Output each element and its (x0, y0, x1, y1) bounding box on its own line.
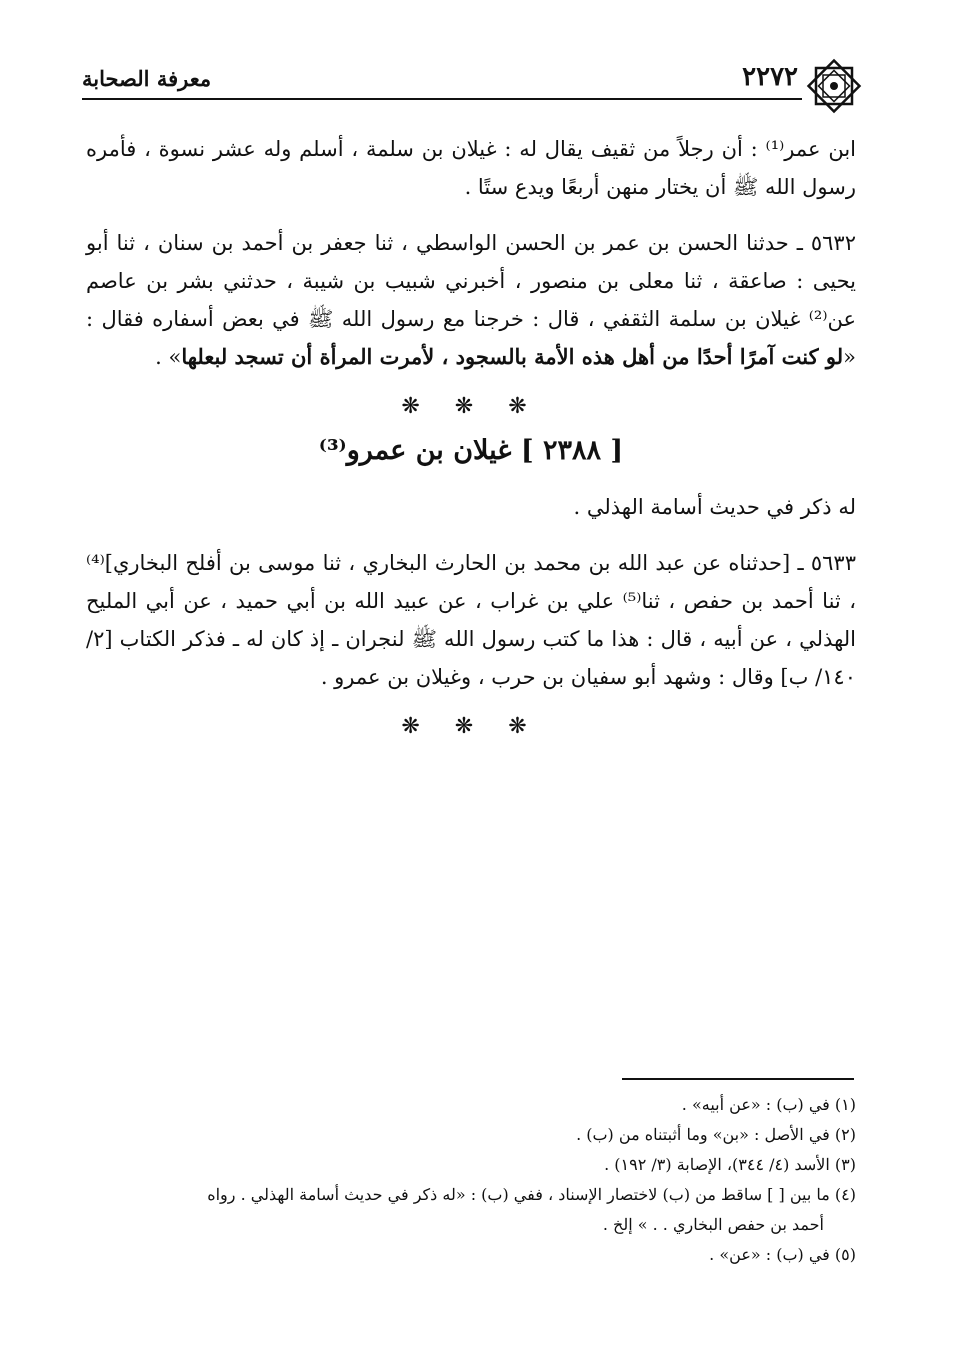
running-title: معرفة الصحابة (82, 66, 212, 91)
footnotes (86, 1090, 856, 1270)
paragraph-3: له ذكر في حديث أسامة الهذلي . (573, 495, 856, 519)
paragraph-1: ابن عمر⁽¹⁾ : أن رجلاً من ثقيف يقال له : غيلان بن سلمة ، أسلم وله عشر نسوة ، فأمره رسول الله ﷺ أن يختار منهن أربعًا ويدع ستًا . (86, 137, 857, 199)
section-divider-stars: ❋ ❋ ❋ (401, 394, 541, 419)
footnote-5: (٥) في (ب) : «عن» . (709, 1245, 856, 1264)
page-number: ٢٢٧٢ (742, 62, 798, 92)
header-rule (82, 98, 802, 100)
end-divider-stars: ❋ ❋ ❋ (401, 714, 541, 739)
footnote-2: (٢) في الأصل : «بن» وما أثبتناه من (ب) . (576, 1125, 856, 1144)
page-header (82, 58, 862, 102)
paragraph-4: ٥٦٣٣ ـ [حدثناه عن عبد الله بن محمد بن الحارث البخاري ، ثنا موسى بن أفلح البخاري]⁽⁴⁾ ، ثنا أحمد بن حفص ، ثنا⁽⁵⁾ علي بن غراب ، عن عبيد الله بن أبي حميد ، عن أبي المليح الهذلي ، عن أبيه ، قال : هذا ما كتب رسول الله ﷺ لنجران ـ إذ كان له ـ فذكر الكتاب [٢/ ١٤٠/ ب] وقال : وشهد أبو سفيان بن حرب ، وغيلان بن عمرو . (86, 551, 856, 689)
paragraph-2 (86, 224, 856, 376)
section-heading: [ ٢٣٨٨ ] غيلان بن عمرو⁽³⁾ (318, 435, 624, 466)
hadith-quote: لو كنت آمرًا أحدًا من أهل هذه الأمة بالسجود ، لأمرت المرأة أن تسجد لبعلها (181, 344, 844, 369)
footnote-1: (١) في (ب) : «عن أبيه» . (681, 1095, 856, 1114)
paragraph-2-text: ٥٦٣٢ ـ حدثنا الحسن بن عمر بن الحسن الواسطي ، ثنا جعفر بن أحمد بن سنان ، ثنا أبو يحيى : صاعقة ، ثنا معلى بن منصور ، أخبرني شبيب بن شيبة ، حدثني بشر بن عاصم عن⁽²⁾ غيلان بن سلمة الثقفي ، قال : خرجنا مع رسول الله ﷺ في بعض أسفاره فقال : « (86, 231, 856, 369)
footnote-3: (٣) الأسد (٤/ ٣٤٤)، الإصابة (٣/ ١٩٢) . (604, 1155, 856, 1174)
footnote-rule (622, 1078, 854, 1080)
main-text (86, 130, 856, 755)
footnote-4-continued: أحمد بن حفص البخاري . . » إلخ . (602, 1215, 824, 1234)
footnote-4: (٤) ما بين [ ] ساقط من (ب) لاختصار الإسناد ، ففي (ب) : «له ذكر في حديث أسامة الهذلي . رواه (207, 1185, 856, 1204)
octagram-ornament-icon (806, 58, 862, 114)
paragraph-2-end: » . (155, 345, 182, 369)
